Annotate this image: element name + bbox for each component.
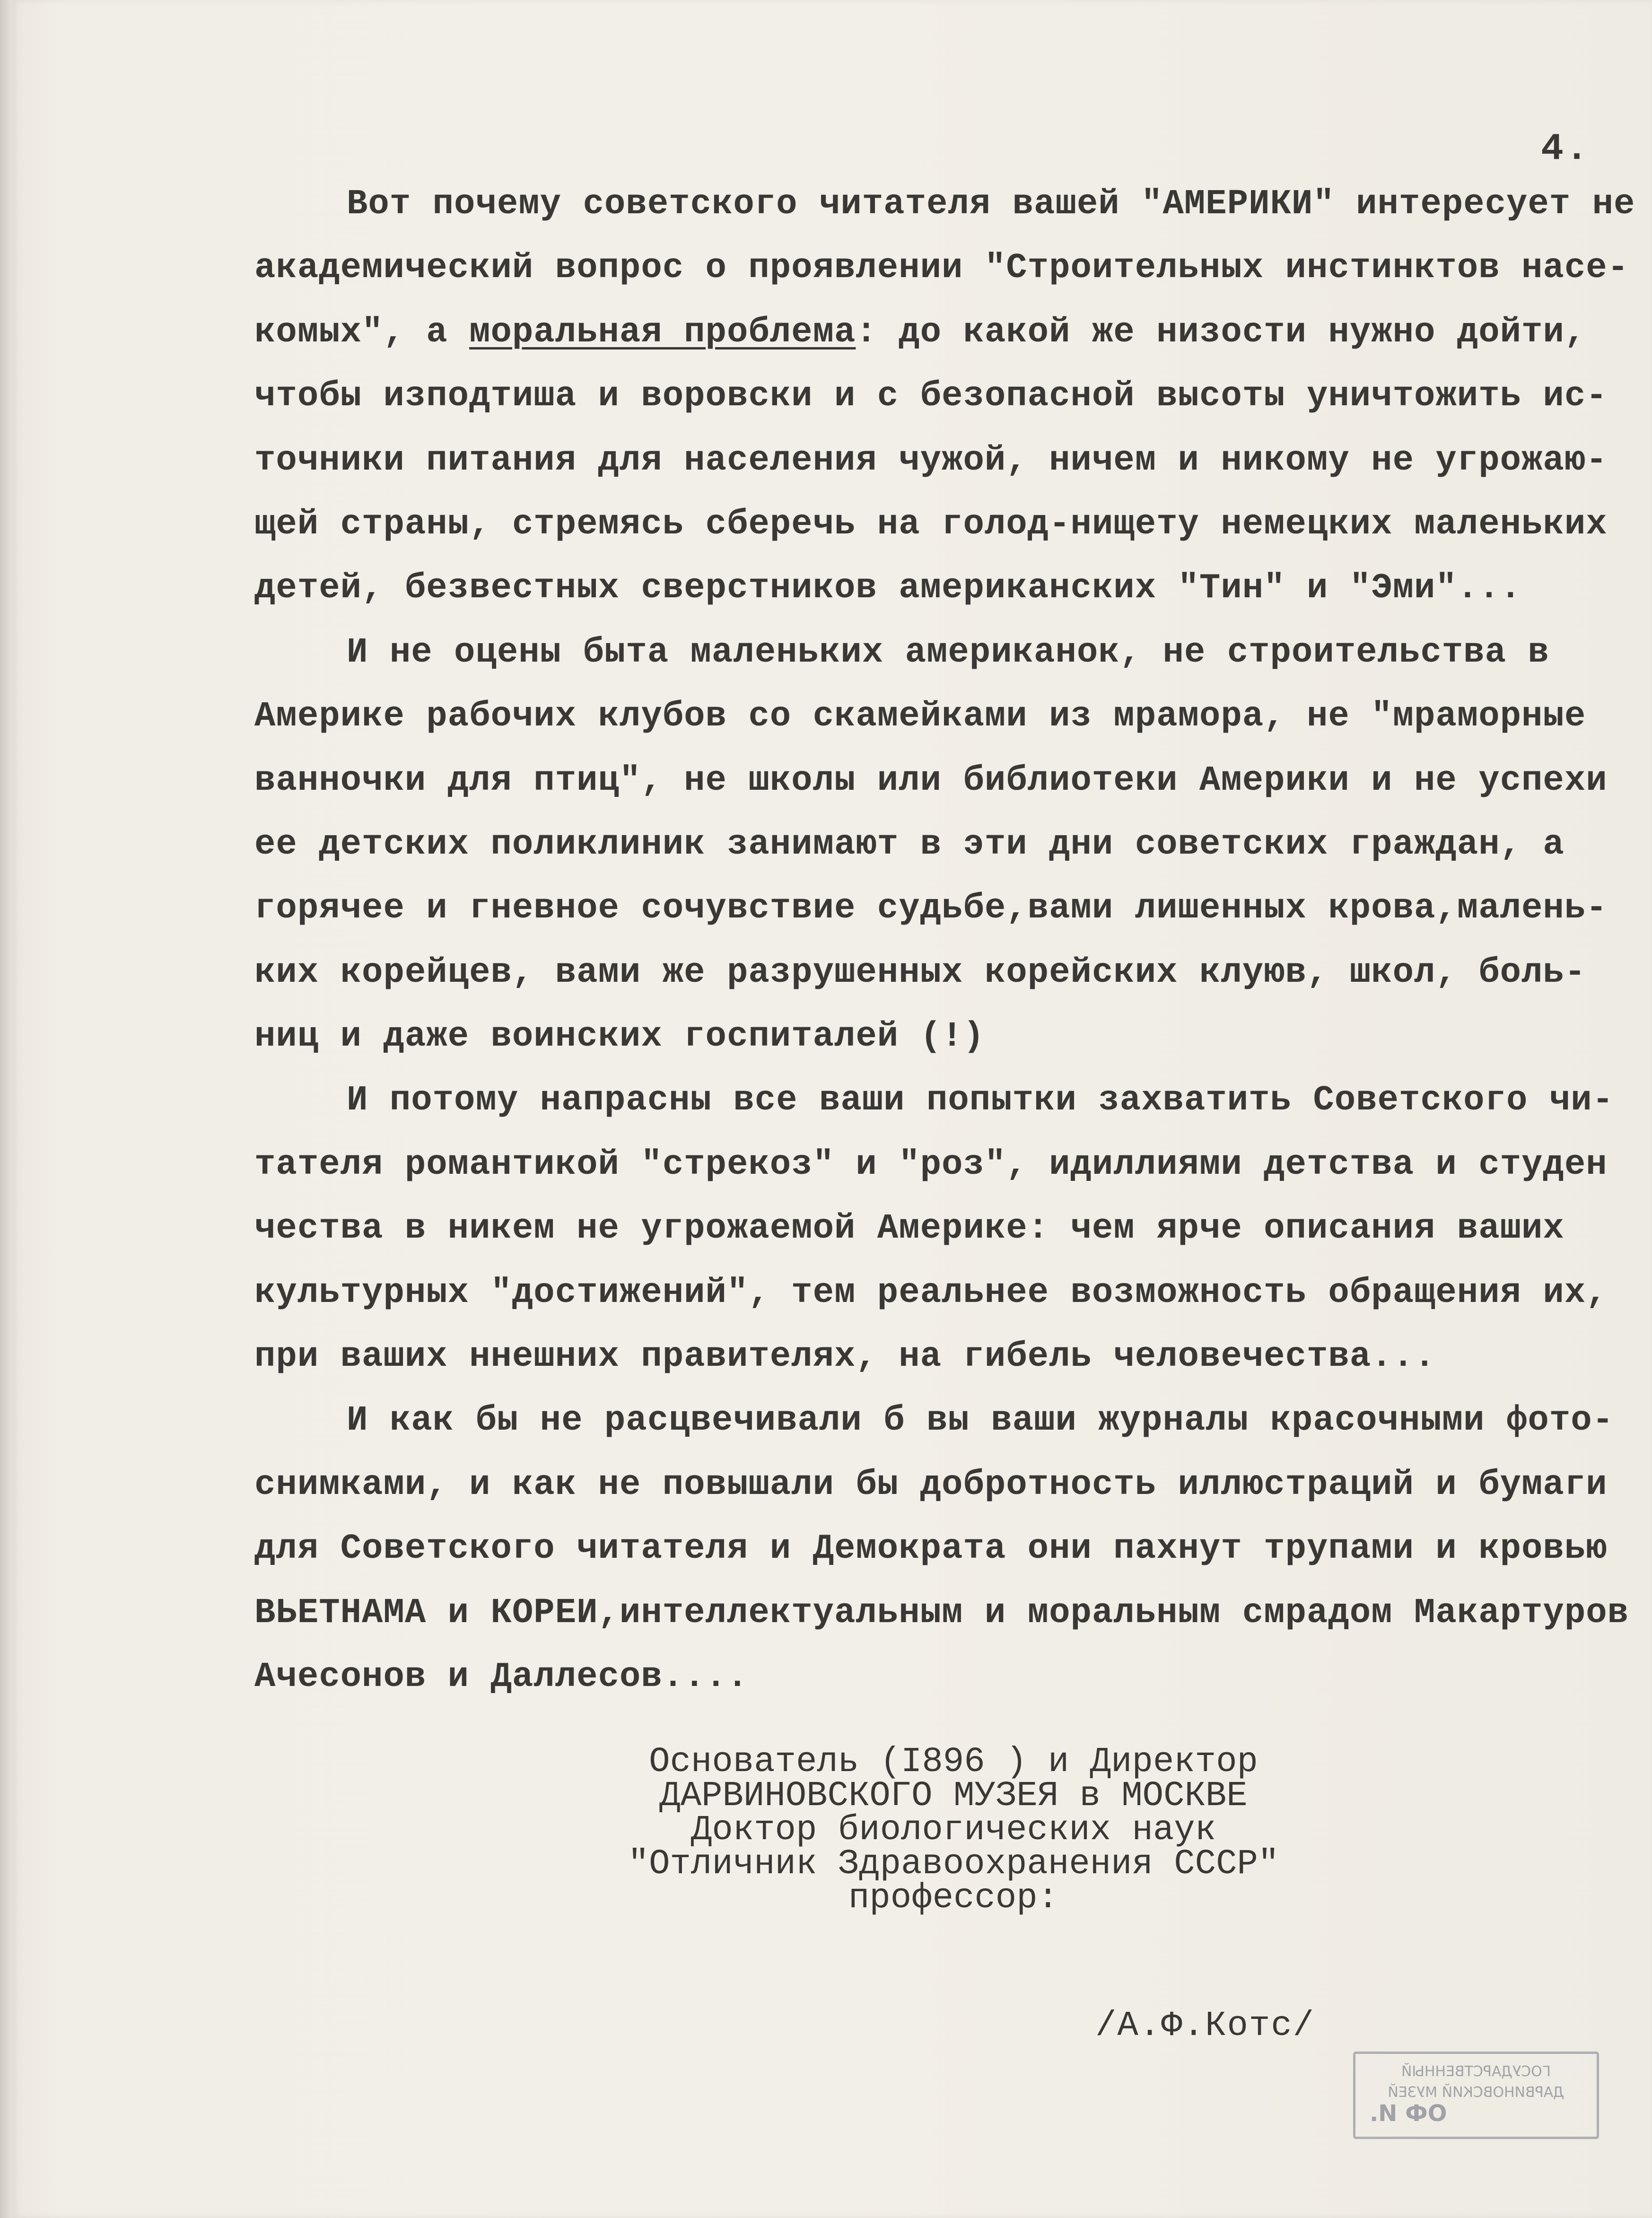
text-line: ванночки для птиц", не школы или библиотеки Америки и не успехи (254, 760, 1608, 801)
signature-block (622, 1742, 1285, 1918)
text-line: культурных "достижений", тем реальнее возможность обращения их, (254, 1273, 1608, 1313)
text-line: И не оцены быта маленьких американок, не строительства в (347, 632, 1549, 672)
signature-block-line: профессор: (848, 1878, 1059, 1918)
text-line: точники питания для населения чужой, ничем и никому не угрожаю- (254, 440, 1608, 480)
signature-block-line: "Отличник Здравоохранения СССР" (628, 1844, 1279, 1884)
text-line: И потому напрасны все ваши попытки захватить Советского чи- (347, 1081, 1614, 1121)
signature-block-line: Доктор биологических наук (691, 1810, 1216, 1850)
letter-body (254, 173, 1635, 1709)
text-line: для Советского читателя и Демократа они пахнут трупами и кровью (254, 1529, 1608, 1569)
stamp-mirrored-text (1361, 2061, 1591, 2127)
stamp-line: ГОСУДАРСТВЕННЫЙ (1401, 2063, 1551, 2080)
text-line: Ачесонов и Даллесов.... (254, 1657, 749, 1697)
text-line: Вот почему советского читателя вашей "АМЕРИКИ" интересует не (347, 184, 1635, 224)
document-page (12, 0, 1652, 2218)
text-line: снимками, и как не повышали бы добротность иллюстраций и бумаги (254, 1465, 1608, 1505)
text-line: чтобы изподтиша и воровски и с безопасной высоты уничтожить ис- (254, 376, 1608, 417)
text-line (254, 301, 1586, 365)
signature-block-line: ДАРВИНОВСКОГО МУЗЕЯ в МОСКВЕ (659, 1776, 1248, 1816)
signature-name: /А.Ф.Котс/ (1095, 2006, 1315, 2046)
text-line: ниц и даже воинских госпиталей (!) (254, 1017, 985, 1057)
text-line: ВЬЕТНАМА и КОРЕИ,интеллектуальным и моральным смрадом Макартуров (254, 1593, 1629, 1633)
text-line: И как бы не расцвечивали б вы ваши журналы красочными фото- (347, 1401, 1614, 1441)
text-line: детей, безвестных сверстников американских "Тин" и "Эми"... (254, 568, 1522, 609)
text-line: Америке рабочих клубов со скамейками из мрамора, не "мраморные (254, 697, 1586, 737)
text-segment: комых", а (254, 312, 470, 352)
text-line: академический вопрос о проявлении "Строительных инстинктов насе- (254, 248, 1629, 288)
text-line: ких корейцев, вами же разрушенных корейских клуюв, школ, боль- (254, 952, 1586, 993)
text-segment: : до какой же низости нужно дойти, (856, 312, 1586, 352)
text-line: тателя романтикой "стрекоз" и "роз", идиллиями детства и студен (254, 1144, 1608, 1185)
page-left-edge (0, 0, 12, 2218)
text-line: при ваших ннешних правителях, на гибель человечества... (254, 1337, 1436, 1377)
text-line: ее детских поликлиник занимают в эти дни советских граждан, а (254, 824, 1565, 864)
text-line: чества в никем не угрожаемой Америке: чем ярче описания ваших (254, 1209, 1565, 1249)
text-line: щей страны, стремясь сберечь на голод-нищету немецких маленьких (254, 504, 1608, 544)
underlined-phrase: моральная проблема (469, 312, 856, 352)
museum-stamp (1353, 2052, 1599, 2139)
page-number: 4. (1541, 128, 1591, 171)
stamp-line: ОФ И. (1370, 2100, 1447, 2127)
stamp-line: ДАРВИНОВСКИЙ МУЗЕЙ (1388, 2084, 1565, 2101)
text-line: горячее и гневное сочувствие судьбе,вами лишенных крова,малень- (254, 889, 1608, 929)
signature-block-line: Основатель (I896 ) и Директор (649, 1742, 1258, 1782)
